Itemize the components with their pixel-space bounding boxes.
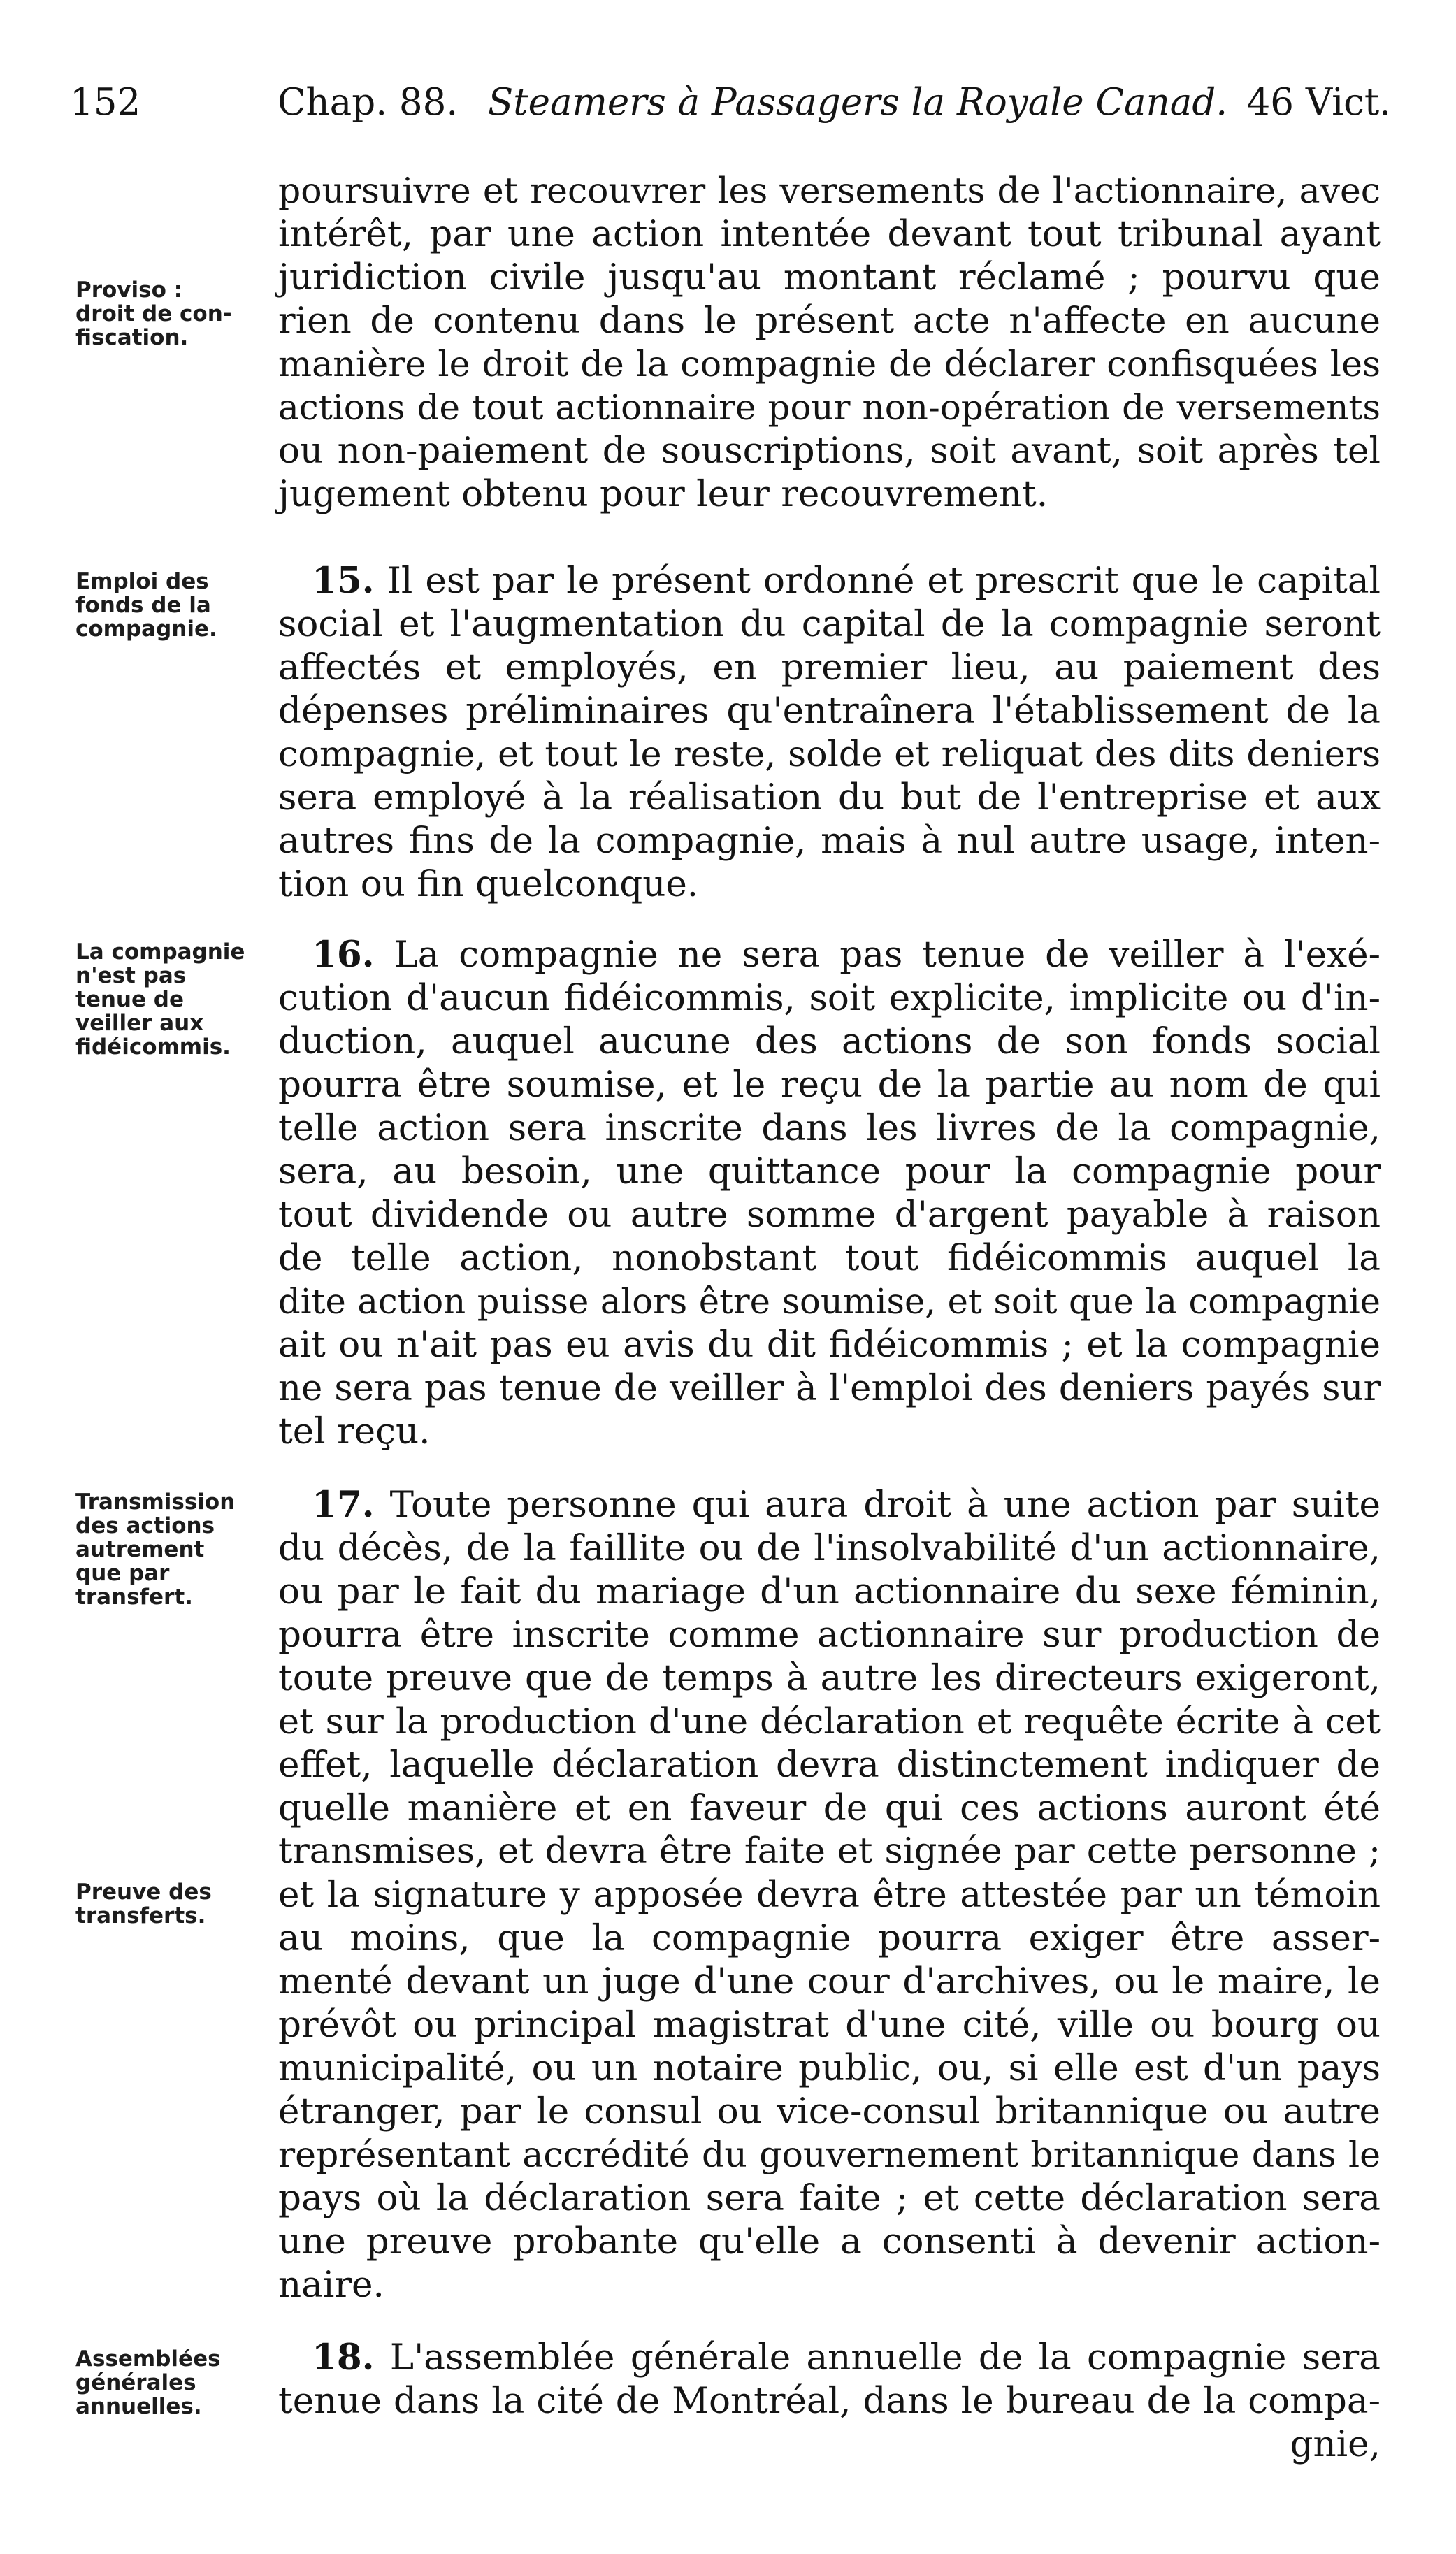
text-line: transmises, et devra être faite et signée par cette personne ; [278,1831,1381,1872]
text-line: affectés et employés, en premier lieu, au paiement des [278,647,1381,688]
text-line: pourra être soumise, et le reçu de la partie au nom de qui [278,1064,1381,1106]
text-line: étranger, par le consul ou vice-consul britannique ou autre [278,2091,1381,2133]
text-line: poursuivre et recouvrer les versements de l'actionnaire, avec [278,170,1381,211]
margin-note-line: Preuve des [75,1880,212,1905]
text-line: telle action sera inscrite dans les livres de la compagnie, [278,1107,1381,1149]
text-line: dite action puisse alors être soumise, et soit que la compagnie [278,1281,1381,1322]
text-line: tion ou fin quelconque. [278,863,699,905]
text-line: manière le droit de la compagnie de déclarer confisquées les [278,343,1381,384]
section-number: 17. [312,1484,375,1526]
section-first-line [278,1483,1381,1527]
text-line: cution d'aucun fidéicommis, soit explicite, implicite ou d'in- [278,977,1381,1019]
text-line: pourra être inscrite comme actionnaire sur production de [278,1614,1381,1656]
catchword: gnie, [1290,2423,1381,2465]
margin-note-transmission [75,1490,250,1609]
section-16 [278,933,1381,1453]
section-first-line [278,933,1381,976]
text-line: de telle action, nonobstant tout fidéicommis auquel la [278,1237,1381,1279]
margin-note-line: fonds de la [75,593,211,618]
text-line: sera employé à la réalisation du but de l'entreprise et aux [278,777,1381,818]
section-15 [278,559,1381,906]
text-line: une preuve probante qu'elle a consenti à devenir action- [278,2221,1381,2263]
margin-note-line: droit de con- [75,301,232,326]
paragraph-continued [278,169,1381,516]
section-number: 16. [312,934,375,976]
text-line: compagnie, et tout le reste, solde et reliquat des dits deniers [278,733,1381,774]
text-line: représentant accrédité du gouvernement britannique dans le [278,2134,1381,2175]
margin-note-line: autrement [75,1537,205,1562]
text-line: tenue dans la cité de Montréal, dans le bureau de la compa- [278,2380,1381,2422]
text-line: actions de tout actionnaire pour non-opération de versements [278,387,1381,428]
text-line: sera, au besoin, une quittance pour la compagnie pour [278,1150,1381,1192]
section-18 [278,2336,1381,2466]
margin-note-line: fiscation. [75,325,189,350]
margin-note-line: La compagnie [75,939,245,965]
text-line: juridiction civile jusqu'au montant réclamé ; pourvu que [278,257,1381,298]
margin-note-line: transfert. [75,1585,193,1610]
margin-note-line: tenue de [75,987,185,1012]
running-title: Steamers à Passagers la Royale Canad. [488,81,1228,124]
margin-note-preuve [75,1880,250,1928]
margin-note-line: annuelles. [75,2394,202,2419]
section-first-line-text: L'assemblée générale annuelle de la compagnie sera [389,2337,1381,2379]
text-line: ou non-paiement de souscriptions, soit avant, soit après tel [278,430,1381,472]
text-line: effet, laquelle déclaration devra distinctement indiquer de [278,1744,1381,1786]
margin-note-line: des actions [75,1513,215,1538]
text-line: menté devant un juge d'une cour d'archives, ou le maire, le [278,1961,1381,2003]
margin-note-line: générales [75,2370,196,2395]
margin-note-line: transferts. [75,1903,206,1928]
margin-note-proviso [75,278,250,349]
margin-note-line: Assemblées [75,2346,221,2372]
text-line: autres fins de la compagnie, mais à nul autre usage, inten- [278,820,1381,862]
section-number: 15. [312,560,375,602]
margin-note-line: fidéicommis. [75,1034,231,1060]
text-line: tout dividende ou autre somme d'argent payable à raison [278,1194,1381,1236]
text-line: ou par le fait du mariage d'un actionnaire du sexe féminin, [278,1571,1381,1613]
text-line: quelle manière et en faveur de qui ces actions auront été [278,1787,1381,1829]
text-line: rien de contenu dans le présent acte n'affecte en aucune [278,300,1381,342]
page-number: 152 [70,81,141,124]
text-line: et sur la production d'une déclaration et requête écrite à cet [278,1701,1381,1742]
margin-note-line: Proviso : [75,277,183,303]
section-first-line-text: Toute personne qui aura droit à une action par suite [389,1484,1381,1526]
margin-note-line: Transmission [75,1489,236,1515]
running-header [70,78,1391,127]
section-first-line [278,559,1381,603]
text-line: jugement obtenu pour leur recouvrement. [278,473,1048,515]
section-17 [278,1483,1381,2307]
text-line: pays où la déclaration sera faite ; et cette déclaration sera [278,2177,1381,2219]
margin-note-line: veiller aux [75,1011,204,1036]
text-line: au moins, que la compagnie pourra exiger être asser- [278,1917,1381,1959]
text-line: et la signature y apposée devra être attestée par un témoin [278,1874,1381,1916]
text-line: prévôt ou principal magistrat d'une cité, ville ou bourg ou [278,2004,1381,2046]
text-line: naire. [278,2264,384,2306]
text-line: municipalité, ou un notaire public, ou, si elle est d'un pays [278,2047,1381,2089]
margin-note-assemblees [75,2347,250,2418]
margin-note-line: compagnie. [75,616,217,642]
text-line: toute preuve que de temps à autre les directeurs exigeront, [278,1657,1381,1699]
text-line: ait ou n'ait pas eu avis du dit fidéicommis ; et la compagnie [278,1324,1381,1366]
margin-note-line: que par [75,1561,170,1586]
section-first-line-text: La compagnie ne sera pas tenue de veiller à l'exé- [394,934,1381,976]
text-line: du décès, de la faillite ou de l'insolvabilité d'un actionnaire, [278,1527,1381,1569]
text-line: ne sera pas tenue de veiller à l'emploi des deniers payés sur [278,1367,1381,1409]
section-first-line-text: Il est par le présent ordonné et prescrit que le capital [387,560,1381,602]
regnal-year: 46 Vict. [1246,81,1391,124]
text-line: duction, auquel aucune des actions de son fonds social [278,1020,1381,1062]
margin-note-line: n'est pas [75,963,187,988]
section-number: 18. [312,2337,375,2379]
margin-note-emploi [75,570,250,641]
text-line: dépenses préliminaires qu'entraînera l'établissement de la [278,690,1381,732]
text-line: tel reçu. [278,1411,431,1452]
margin-note-line: Emploi des [75,569,209,594]
text-line: social et l'augmentation du capital de la compagnie seront [278,603,1381,645]
section-first-line [278,2336,1381,2379]
margin-note-compagnie [75,940,250,1059]
chapter-label: Chap. 88. [277,81,459,124]
text-line: intérêt, par une action intentée devant tout tribunal ayant [278,213,1381,255]
